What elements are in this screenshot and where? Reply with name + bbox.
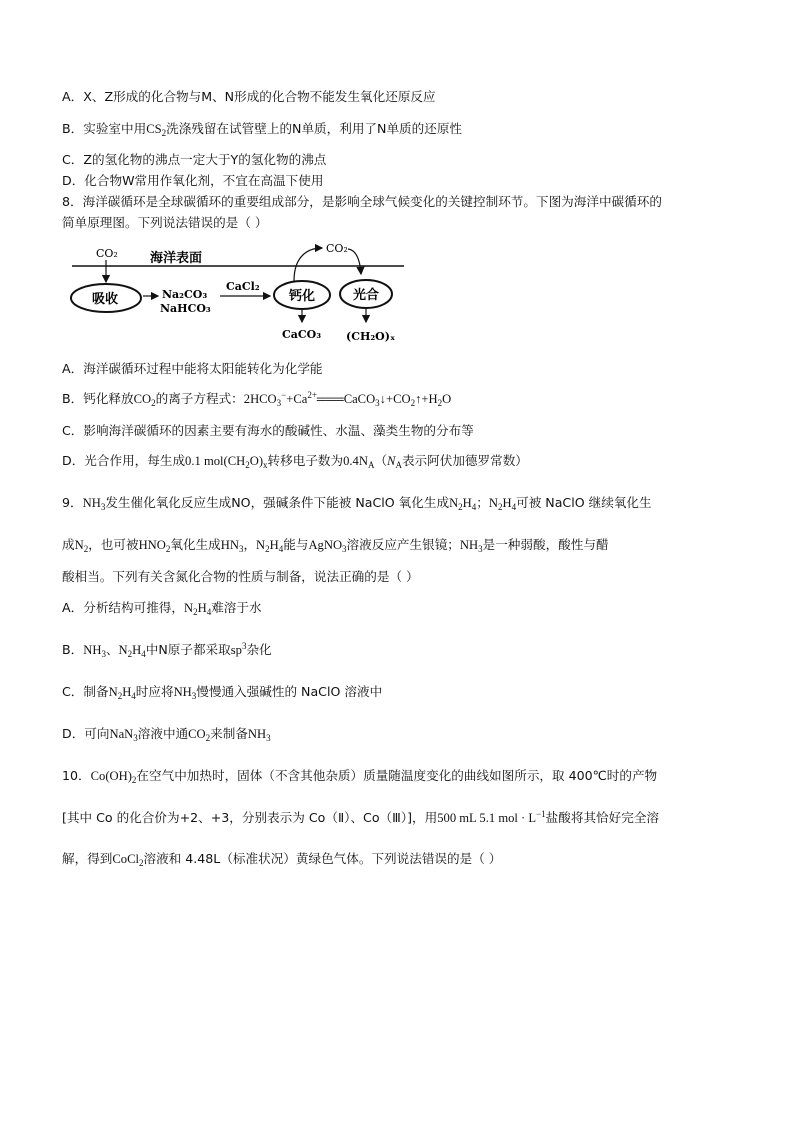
q7-option-a: A．X、Z形成的化合物与M、N形成的化合物不能发生氧化还原反应 <box>62 89 436 104</box>
calcification-equation: $2HCO_3^-+Ca^{2+}═══CaCO_3↓+CO_2↑+H_2O$ <box>243 390 452 408</box>
photosynthesis-label: 光合 <box>353 288 380 303</box>
q8-stem-line-2: 简单原理图。下列说法错误的是（ ） <box>62 215 268 230</box>
q7-option-b: B．实验室中用$CS_2$洗涤残留在试管壁上的N单质，利用了N单质的还原性 <box>62 121 463 138</box>
q9-stem-line-2: 成$N_2$，也可被$HNO_2$氧化生成$HN_3$，$N_2H_4$能与AgNO$_3$溶液反应产生银镜；$NH_3$是一种弱酸，酸性与醋 <box>62 537 609 554</box>
q9-option-c: C．制备$N_2H_4$时应将$NH_3$慢慢通入强碱性的 NaClO 溶液中 <box>62 684 383 701</box>
q7-option-d: D．化合物W常用作氧化剂，不宜在高温下使用 <box>62 173 324 188</box>
ocean-carbon-cycle-diagram <box>60 236 410 348</box>
q9-stem-line-1: 9．$NH_3$发生催化氧化反应生成NO，强碱条件下能被 NaClO 氧化生成$N_2H_4$；$N_2H_4$可被 NaClO 继续氧化生 <box>62 495 652 512</box>
q9-stem-line-3: 酸相当。下列有关含氮化合物的性质与制备，说法正确的是（ ） <box>62 569 419 584</box>
q7-option-c: C．Z的氢化物的沸点一定大于Y的氢化物的沸点 <box>62 152 327 167</box>
q8-option-a: A．海洋碳循环过程中能将太阳能转化为化学能 <box>62 361 323 376</box>
q9-option-d: D．可向NaN$_3$溶液中通$CO_2$来制备$NH_3$ <box>62 726 271 743</box>
co2-left-label: CO₂ <box>96 247 118 260</box>
na2co3-label: Na₂CO₃ <box>162 288 208 301</box>
sea-surface-label: 海洋表面 <box>150 251 203 266</box>
co2-right-label: CO₂ <box>326 242 348 255</box>
q9-option-b: B．$NH_3$、$N_2H_4$中N原子都采取$sp^3$杂化 <box>62 641 272 659</box>
q10-stem-line-2: [其中 Co 的化合价为+2、+3，分别表示为 Co（Ⅱ）、Co（Ⅲ）]，用500 mL 5.1 mol · $L^{-1}$盐酸将其恰好完全溶 <box>62 809 660 825</box>
q8-option-b: B．钙化释放$CO_2$的离子方程式：$2HCO_3^-+Ca^{2+}═══CaCO_3↓+CO_2↑+H_2O$ <box>62 390 452 408</box>
q9-option-a: A．分析结构可推得，$N_2H_4$难溶于水 <box>62 600 262 617</box>
co2-to-photosynthesis-arrow <box>348 249 361 274</box>
nahco3-label: NaHCO₃ <box>160 302 211 315</box>
q10-stem-line-3: 解，得到CoCl$_2$溶液和 4.48L（标准状况）黄绿色气体。下列说法错误的是（ ） <box>62 851 502 868</box>
caco3-label: CaCO₃ <box>282 328 322 341</box>
q8-option-c: C．影响海洋碳循环的因素主要有海水的酸碱性、水温、藻类生物的分布等 <box>62 423 474 438</box>
cacl2-label: CaCl₂ <box>226 280 260 293</box>
q8-stem-line-1: 8．海洋碳循环是全球碳循环的重要组成部分，是影响全球气候变化的关键控制环节。下图为海洋中碳循环的 <box>62 194 662 209</box>
q8-option-d: D．光合作用，每生成0.1 $mol(CH_2O)_x$转移电子数为$0.4N_A(N_A$表示阿伏加德罗常数） <box>62 453 528 470</box>
absorb-label: 吸收 <box>92 292 119 307</box>
calcify-release-co2-arrow <box>294 248 322 281</box>
q10-stem-line-1: 10．$Co(OH)_2$在空气中加热时，固体（不含其他杂质）质量随温度变化的曲线如图所示，取 400℃时的产物 <box>62 768 658 785</box>
calcify-label: 钙化 <box>289 289 316 304</box>
ch2o-label: (CH₂O)ₓ <box>346 330 396 343</box>
